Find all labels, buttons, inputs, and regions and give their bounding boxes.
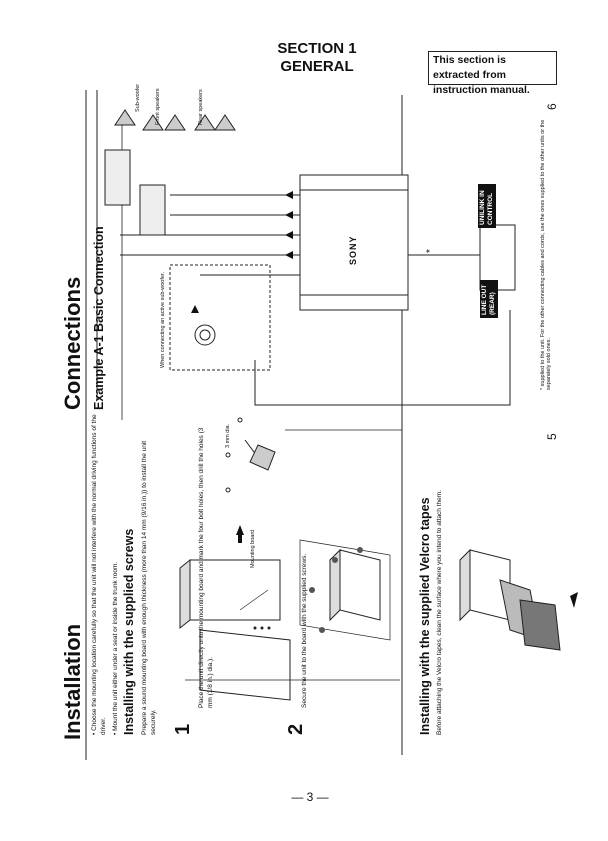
left-page-number: 5	[545, 433, 559, 440]
front-speakers-label: Front speakers	[155, 88, 161, 125]
section-subtitle: GENERAL	[280, 58, 354, 75]
rear-speakers-label: Rear speakers	[198, 89, 204, 125]
mounting-board-label: Mounting board	[250, 529, 256, 568]
active-subwoofer-box	[170, 265, 270, 370]
section-title: SECTION 1	[277, 40, 357, 57]
connection-diagram	[105, 110, 515, 405]
step-2-number: 2	[285, 723, 307, 735]
unilink-label: UNILINK IN CONTROL	[478, 184, 496, 228]
arrow-icons	[191, 191, 293, 313]
velcro-illustration	[460, 550, 578, 650]
step2-unit-illustration	[300, 540, 390, 640]
brand-label: SONY	[348, 235, 358, 265]
installation-bullet-2: • Mount the unit either under a seat or inside the trunk room.	[112, 561, 119, 735]
asterisk-mark: *	[425, 249, 436, 253]
installation-title: Installation	[60, 623, 85, 740]
sub-woofer-label: Sub-woofer	[135, 83, 141, 112]
step-1-number: 1	[172, 723, 194, 735]
connections-footnote: * supplied to the unit. For the other connecting cables and cords, use the ones supplied to the other units or the separately sold ones.	[540, 119, 552, 390]
drill-size-label: 3 mm dia.	[225, 423, 231, 448]
velcro-heading: Installing with the supplied Velcro tapes	[418, 497, 432, 735]
subwoofer-note: When connecting an active sub-woofer.	[160, 271, 166, 368]
step-2-text: Secure the unit to the board with the supplied screws.	[301, 553, 308, 708]
screws-intro: Prepare a sound mounting board with enough thickness (more than 14 mm (9/16 in.)) to install the unit securely.	[141, 440, 157, 735]
drill-illustration	[226, 418, 275, 492]
installation-bullet-1: • Choose the mounting location carefully so that the unit will not interfere with the normal driving functions of the driver.	[91, 414, 107, 735]
connections-title: Connections	[60, 276, 85, 410]
line-out-label: LINE OUT (REAR)	[480, 280, 498, 318]
right-page-number: 6	[545, 103, 559, 110]
sub-amp-unit-2	[105, 150, 130, 205]
arrow-up-icon	[236, 525, 244, 543]
example-heading: Example A-1 Basic Connection	[92, 226, 106, 410]
extract-note: This section is extracted from instruction manual.	[428, 51, 557, 85]
step-1-text: Place the unit directly onto the mounting board and mark the four bolt holes, then drill the holes (3 mm (1/8 in.) dia.).	[198, 427, 214, 708]
screws-heading: Installing with the supplied screws	[122, 528, 136, 735]
sub-amp-unit	[140, 185, 165, 235]
velcro-text: Before attaching the Velcro tapes, clean the surface where you intend to attach them.	[436, 490, 443, 735]
page-footer: — 3 —	[291, 790, 329, 804]
